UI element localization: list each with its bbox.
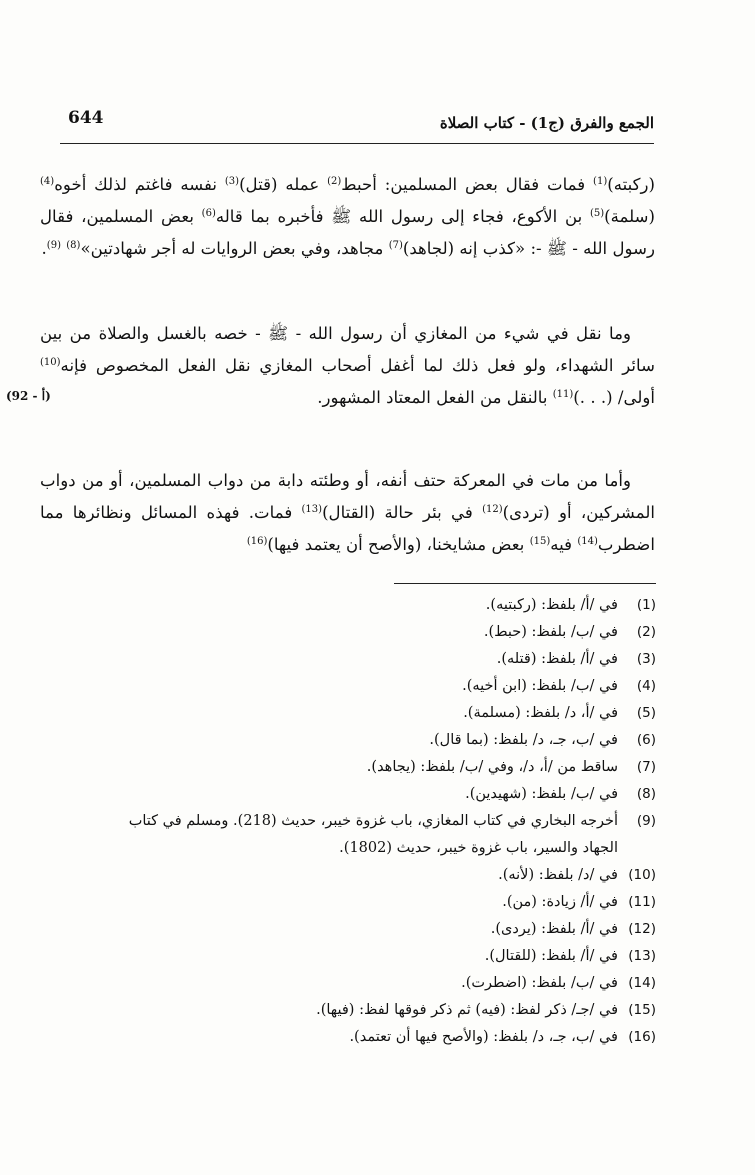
footnote-item <box>90 673 656 700</box>
footnote-number: (1) <box>636 597 656 613</box>
footnote-item <box>90 916 656 943</box>
page-number: 644 <box>68 108 104 128</box>
footnote-text: ساقط من /أ، د/، وفي /ب/ بلفظ: (يجاهد). <box>366 759 618 775</box>
footnote-number: (11) <box>628 894 656 910</box>
footnote-text: في /أ/ بلفظ: (للقتال). <box>484 948 618 964</box>
p1-text-8: مجاهد، وفي بعض الروايات له أجر شهادتين» <box>80 238 389 258</box>
footnote-text: في /أ/ بلفظ: (يردى). <box>490 921 618 937</box>
p3-text-3: فمات. فهذه المسائل ونظائرها مما اضطرب <box>40 502 655 554</box>
footnote-number: (13) <box>628 948 656 964</box>
footnote-number: (15) <box>628 1002 656 1018</box>
p2-text-2: أولى/ (. . .) <box>573 388 655 407</box>
footnote-ref-16[interactable]: (16) <box>246 535 268 547</box>
footnote-ref-9[interactable]: (9) <box>46 239 61 251</box>
footnote-number: (2) <box>636 624 656 640</box>
footnote-number: (14) <box>628 975 656 991</box>
footnote-ref-10[interactable]: (10) <box>40 357 61 368</box>
running-title: الجمع والفرق (ج1) - كتاب الصلاة <box>439 114 654 132</box>
footnote-number: (5) <box>636 705 656 721</box>
footnote-text: في /أ/ بلفظ: (ركبتيه). <box>485 597 618 613</box>
footnote-number: (8) <box>636 786 656 802</box>
p1-text-4: نفسه فاغتم لذلك أخوه <box>54 174 225 194</box>
footnote-text: في /د/ بلفظ: (لأنه). <box>498 867 618 883</box>
footnote-ref-4[interactable]: (4) <box>40 175 55 187</box>
paragraph-2 <box>6 318 655 414</box>
footnote-text: في /أ، د/ بلفظ: (مسلمة). <box>463 705 618 721</box>
footnote-number: (10) <box>628 867 656 883</box>
footnote-ref-7[interactable]: (7) <box>388 239 403 251</box>
footnote-separator <box>394 583 656 584</box>
footnote-number: (16) <box>628 1029 656 1045</box>
p2-text-3: بالنقل من الفعل المعتاد المشهور. <box>317 388 553 407</box>
footnote-ref-14[interactable]: (14) <box>577 535 598 547</box>
footnote-item <box>90 646 656 673</box>
footnote-text: في /أ/ زيادة: (من). <box>502 894 618 910</box>
paragraph-3 <box>40 448 655 577</box>
footnote-ref-12[interactable]: (12) <box>482 503 503 515</box>
p1-text-3: عمله (قتل) <box>239 174 328 194</box>
footnote-item <box>90 781 656 808</box>
p1-text-5: (سلمة) <box>604 206 655 226</box>
header-rule <box>60 143 654 144</box>
p3-text-1: وأما من مات في المعركة حتف أنفه، أو وطئته دابة من دواب المسلمين، أو من دواب المشركين، أو (تردى) <box>40 470 655 522</box>
footnote-number: (9) <box>636 813 656 829</box>
footnote-item <box>90 943 656 970</box>
footnote-text: في /ب/ بلفظ: (شهيدين). <box>465 786 618 802</box>
footnote-text: في /ب/ بلفظ: (حبط). <box>483 624 618 640</box>
footnote-item <box>90 754 656 781</box>
p3-text-2: في بئر حالة (القتال) <box>322 502 483 522</box>
footnote-ref-5[interactable]: (5) <box>589 207 605 219</box>
p1-text-7: بعض المسلمين، فقال رسول الله - ﷺ -: «كذب إنه (لجاهد) <box>40 206 655 258</box>
footnote-item <box>90 592 656 619</box>
footnote-ref-3[interactable]: (3) <box>224 175 240 187</box>
footnote-ref-8[interactable]: (8) <box>66 239 81 251</box>
p1-text-6: بن الأكوع، فجاء إلى رسول الله ﷺ فأخبره بما قاله <box>215 206 590 226</box>
p1-text-9: . <box>41 238 47 258</box>
footnote-item <box>90 700 656 727</box>
footnote-ref-11[interactable]: (11) <box>552 389 574 400</box>
footnote-item <box>90 1024 656 1051</box>
footnote-item <box>90 997 656 1024</box>
footnote-text: أخرجه البخاري في كتاب المغازي، باب غزوة خيبر، حديث (218). ومسلم في كتاب الجهاد والسير، باب غزوة خيبر، حديث (1802). <box>128 813 618 856</box>
margin-folio-note: (92 - أ) <box>6 389 51 403</box>
footnote-text: في /ب/ بلفظ: (اضطرت). <box>461 975 618 991</box>
p3-text-4: فيه <box>550 534 578 554</box>
footnote-text: في /ب/ بلفظ: (ابن أخيه). <box>462 678 618 694</box>
p1-text-1: (ركبته) <box>607 174 656 194</box>
footnote-text: في /جـ/ ذكر لفظ: (فيه) ثم ذكر فوقها لفظ: (فيها). <box>316 1002 618 1018</box>
footnote-item <box>90 889 656 916</box>
footnote-text: في /ب، جـ، د/ بلفظ: (والأصح فيها أن تعتمد). <box>349 1029 618 1045</box>
footnote-ref-13[interactable]: (13) <box>301 503 323 515</box>
footnote-item <box>90 727 656 754</box>
p2-text-1: وما نقل في شيء من المغازي أن رسول الله - ﷺ - خصه بالغسل والصلاة من بين سائر الشهداء، ولو فعل ذلك لما أغفل أصحاب المغازي نقل الفعل المخصوص فإنه <box>40 324 655 375</box>
footnote-number: (6) <box>636 732 656 748</box>
paragraph-1 <box>40 152 655 281</box>
footnote-ref-2[interactable]: (2) <box>327 175 342 187</box>
footnote-text: في /أ/ بلفظ: (قتله). <box>496 651 618 667</box>
footnote-ref-6[interactable]: (6) <box>201 207 216 219</box>
p1-text-2: فمات فقال بعض المسلمين: أحبط <box>341 174 594 194</box>
p3-text-5: بعض مشايخنا، (والأصح أن يعتمد فيها) <box>267 534 530 554</box>
page-header <box>60 104 654 144</box>
footnote-item <box>90 970 656 997</box>
footnote-number: (4) <box>636 678 656 694</box>
footnote-item <box>90 619 656 646</box>
footnote-text: في /ب، جـ، د/ بلفظ: (بما قال). <box>429 732 618 748</box>
footnote-number: (12) <box>628 921 656 937</box>
footnote-ref-15[interactable]: (15) <box>529 535 551 547</box>
footnote-number: (7) <box>636 759 656 775</box>
footnote-item <box>90 862 656 889</box>
footnote-item <box>90 808 656 862</box>
footnote-number: (3) <box>636 651 656 667</box>
footnote-ref-1[interactable]: (1) <box>593 175 608 187</box>
footnotes-list <box>90 592 656 1051</box>
